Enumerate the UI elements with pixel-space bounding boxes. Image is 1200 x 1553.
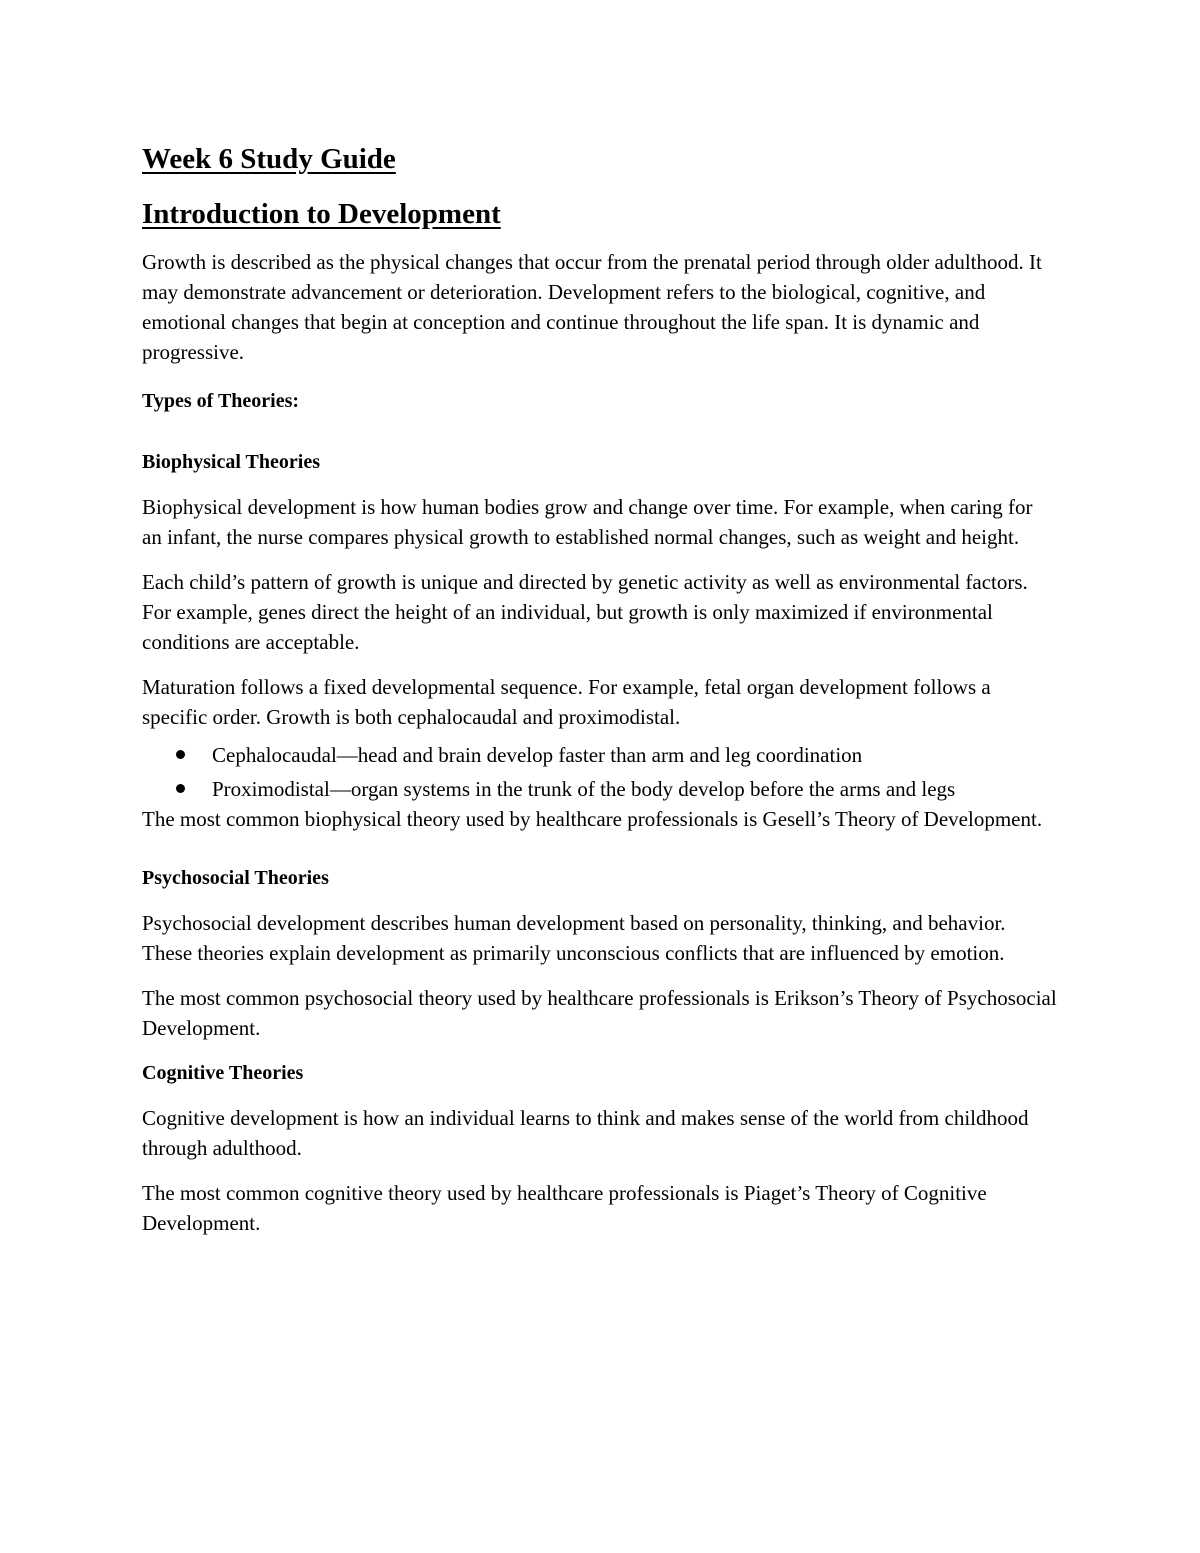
list-item-text: Cephalocaudal—head and brain develop faster than arm and leg coordination [212, 743, 863, 767]
growth-direction-list [142, 740, 1057, 804]
intro-paragraph: Growth is described as the physical changes that occur from the prenatal period through older adulthood. It may demonstrate advancement or deterioration. Development refers to the biological, cognitive, and emotional changes that begin at conception and continue throughout the life span. It is dynamic and progressive. [142, 250, 1042, 364]
biophysical-paragraph-3: Maturation follows a fixed developmental sequence. For example, fetal organ development follows a specific order. Growth is both cephalocaudal and proximodistal. [142, 675, 991, 729]
biophysical-heading: Biophysical Theories [142, 451, 320, 473]
biophysical-paragraph-1: Biophysical development is how human bodies grow and change over time. For example, when caring for an infant, the nurse compares physical growth to established normal changes, such as weight and height. [142, 495, 1033, 549]
document-page [142, 140, 1057, 1238]
psychosocial-paragraph-2: The most common psychosocial theory used by healthcare professionals is Erikson’s Theory of Psychosocial Development. [142, 986, 1057, 1040]
biophysical-paragraph-2: Each child’s pattern of growth is unique and directed by genetic activity as well as environmental factors. For example, genes direct the height of an individual, but growth is only maximized if environmental conditions are acceptable. [142, 570, 1028, 654]
document-title: Week 6 Study Guide [142, 143, 396, 175]
psychosocial-heading: Psychosocial Theories [142, 867, 329, 889]
cognitive-paragraph-1: Cognitive development is how an individual learns to think and makes sense of the world from childhood through adulthood. [142, 1106, 1029, 1160]
cognitive-paragraph-2: The most common cognitive theory used by healthcare professionals is Piaget’s Theory of Cognitive Development. [142, 1181, 987, 1235]
types-of-theories-heading: Types of Theories: [142, 390, 300, 412]
bullet-icon [176, 750, 185, 759]
cognitive-heading: Cognitive Theories [142, 1062, 304, 1084]
section-title-introduction: Introduction to Development [142, 198, 501, 230]
bullet-icon [176, 784, 185, 793]
list-item-proximodistal [142, 774, 1057, 804]
biophysical-paragraph-4: The most common biophysical theory used by healthcare professionals is Gesell’s Theory of Development. [142, 807, 1043, 831]
list-item-cephalocaudal [142, 740, 1057, 770]
list-item-text: Proximodistal—organ systems in the trunk of the body develop before the arms and legs [212, 777, 956, 801]
psychosocial-paragraph-1: Psychosocial development describes human development based on personality, thinking, and behavior. These theories explain development as primarily unconscious conflicts that are influenced by emotion. [142, 911, 1006, 965]
